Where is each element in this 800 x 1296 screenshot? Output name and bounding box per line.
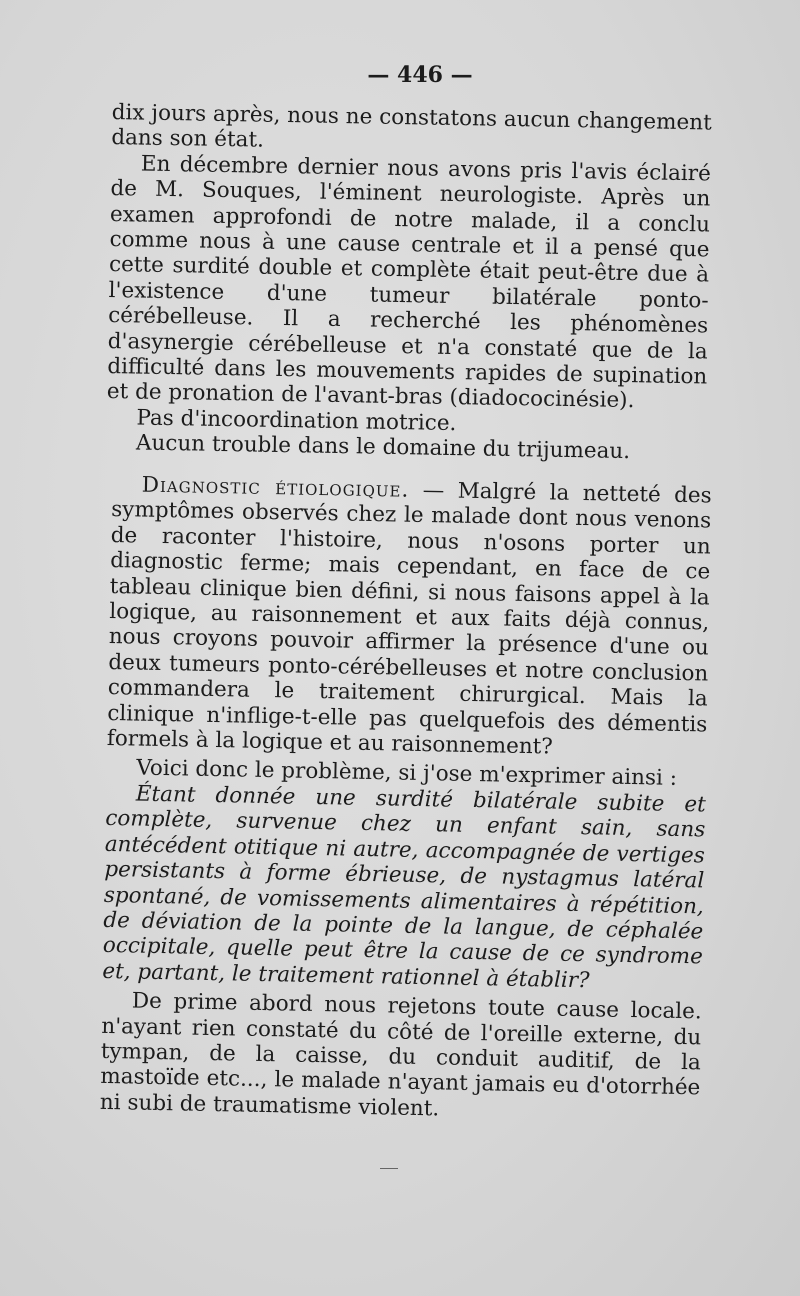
diagnostic-body: — Malgré la netteté des symptômes observés chez le malade dont nous venons de raconter l'histoire, nous n'osons porter un diagnostic ferme; mais cependant, en face de ce tableau clinique bien défini, si nous faisons appel à la logique, au raisonnement et aux faits déjà connus, nous croyons pouvoir affirmer la présence d'une ou deux tumeurs ponto-cérébelleuses et notre conclusion commandera le traitement chirurgical. Mais la clinique n'inflige-t-elle pas quelquefois des démentis formels à la logique et au raisonnement? bbox=[106, 477, 712, 760]
paragraph-incoordination: Pas d'incoordination motrice. bbox=[136, 405, 457, 436]
section-heading-diagnostic: Diagnostic étiologique. bbox=[141, 472, 410, 503]
paragraph-consultation: En décembre dernier nous avons pris l'avis éclairé de M. Souques, l'éminent neurologiste. Après un examen approfondi de notre malade, il a conclu comme nous à une cause centrale et il a pensé que cette surdité double et complète était peut-être due à l'existence d'une tumeur bilatérale ponto-cérébelleuse. Il a recherché les phénomènes d'asynergie cérébelleuse et n'a constaté que de la difficulté dans les mouvements rapides de supination et de pronation de l'avant-bras (diadococinésie). bbox=[106, 151, 712, 414]
text-block-diagnostic bbox=[100, 472, 712, 1127]
footer-mark bbox=[380, 1168, 398, 1169]
page-number: — 446 — bbox=[367, 62, 473, 88]
paragraph-diagnostic bbox=[107, 472, 712, 763]
text-block-top bbox=[106, 100, 712, 466]
paragraph-cause-locale: De prime abord nous rejetons toute cause locale. n'ayant rien constaté du côté de l'oreille externe, du tympan, de la caisse, du conduit auditif, de la mastoïde etc..., le malade n'ayant jamais eu d'otorrhée ni subi de traumatisme violent. bbox=[99, 988, 702, 1122]
paragraph-problem-statement: Étant donnée une surdité bilatérale subite et complète, survenue chez un enfant sain, sans antécédent otitique ni autre, accompagnée de vertiges persistants à forme ébrieuse, de nystagmus latéral spontané, de vomissements alimentaires à répétition, de déviation de la pointe de la langue, de céphalée occipitale, quelle peut être la cause de ce syndrome et, partant, le traitement rationnel à établir? bbox=[102, 781, 706, 993]
paragraph-probleme: Voici donc le problème, si j'ose m'exprimer ainsi : bbox=[136, 755, 678, 792]
paragraph-continuation: dix jours après, nous ne constatons aucun changement dans son état. bbox=[111, 100, 712, 154]
paragraph-trijumeau: Aucun trouble dans le domaine du trijumeau. bbox=[135, 430, 631, 465]
